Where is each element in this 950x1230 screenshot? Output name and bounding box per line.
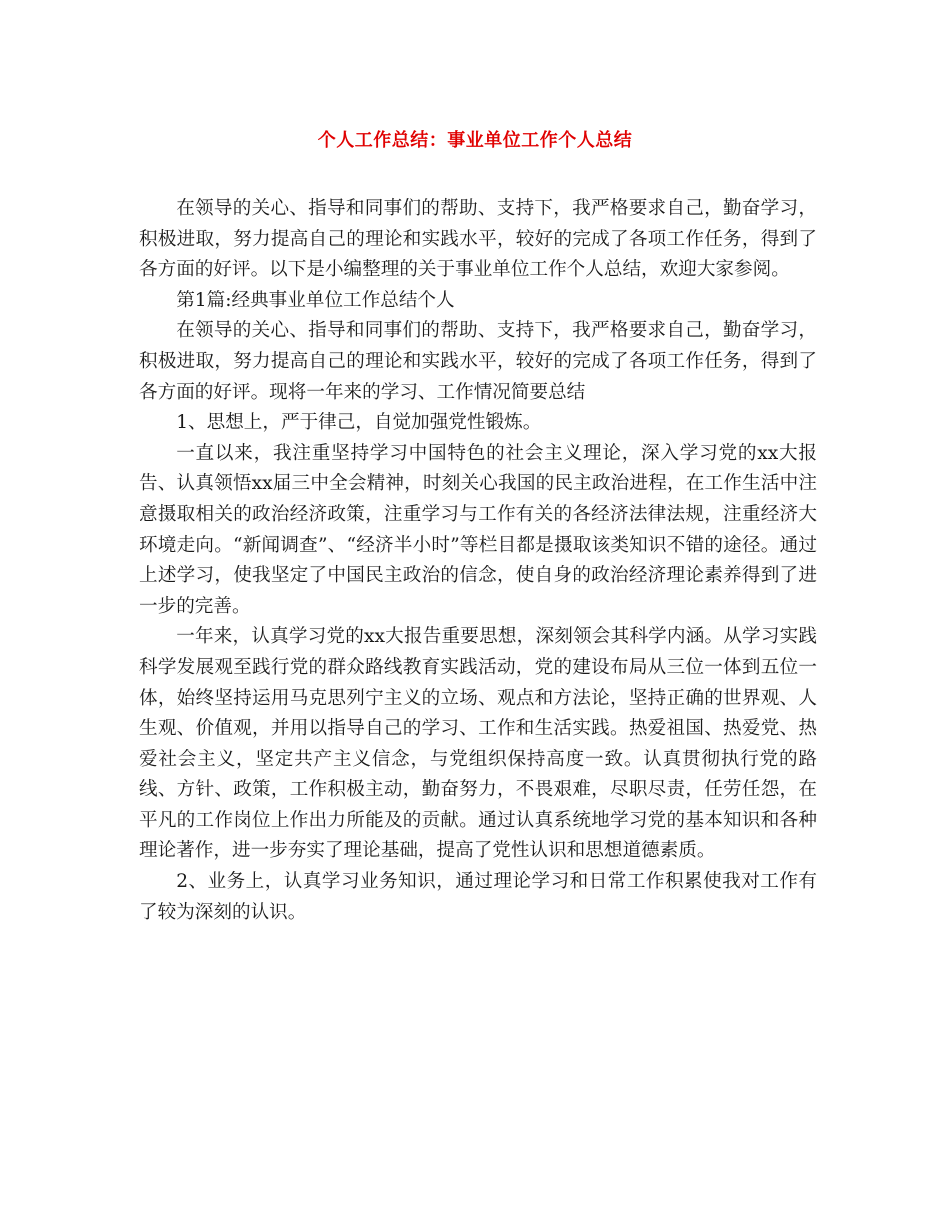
document-title: 个人工作总结：事业单位工作个人总结 [317,130,633,151]
document-body [139,194,817,928]
body-paragraph: 一直以来，我注重坚持学习中国特色的社会主义理论，深入学习党的xx大报告、认真领悟xx届三中全会精神，时刻关心我国的民主政治进程，在工作生活中注意摄取相关的政治经济政策，注重学习与工作有关的各经济法律法规，注重经济大环境走向。“新闻调查”、“经济半小时”等栏目都是摄取该类知识不错的途径。通过上述学习，使我坚定了中国民主政治的信念，使自身的政治经济理论素养得到了进一步的完善。 [139,442,817,617]
body-paragraph: 一年来，认真学习党的xx大报告重要思想，深刻领会其科学内涵。从学习实践科学发展观至践行党的群众路线教育实践活动，党的建设布局从三位一体到五位一体，始终坚持运用马克思列宁主义的立场、观点和方法论，坚持正确的世界观、人生观、价值观，并用以指导自己的学习、工作和生活实践。热爱祖国、热爱党、热爱社会主义，坚定共产主义信念，与党组织保持高度一致。认真贯彻执行党的路线、方针、政策，工作积极主动，勤奋努力，不畏艰难，尽职尽责，任劳任怨，在平凡的工作岗位上作出力所能及的贡献。通过认真系统地学习党的基本知识和各种理论著作，进一步夯实了理论基础，提高了党性认识和思想道德素质。 [139,626,817,862]
subsection-heading: 2、业务上，认真学习业务知识，通过理论学习和日常工作积累使我对工作有了较为深刻的认识。 [139,871,817,923]
subsection-heading: 1、思想上，严于律己，自觉加强党性锻炼。 [176,412,542,434]
intro-paragraph: 在领导的关心、指导和同事们的帮助、支持下，我严格要求自己，勤奋学习，积极进取，努力提高自己的理论和实践水平，较好的完成了各项工作任务，得到了各方面的好评。以下是小编整理的关于事业单位工作个人总结，欢迎大家参阅。 [139,198,817,281]
body-paragraph: 在领导的关心、指导和同事们的帮助、支持下，我严格要求自己，勤奋学习，积极进取，努力提高自己的理论和实践水平，较好的完成了各项工作任务，得到了各方面的好评。现将一年来的学习、工作情况简要总结 [139,320,817,403]
section-heading: 第1篇:经典事业单位工作总结个人 [176,289,455,311]
